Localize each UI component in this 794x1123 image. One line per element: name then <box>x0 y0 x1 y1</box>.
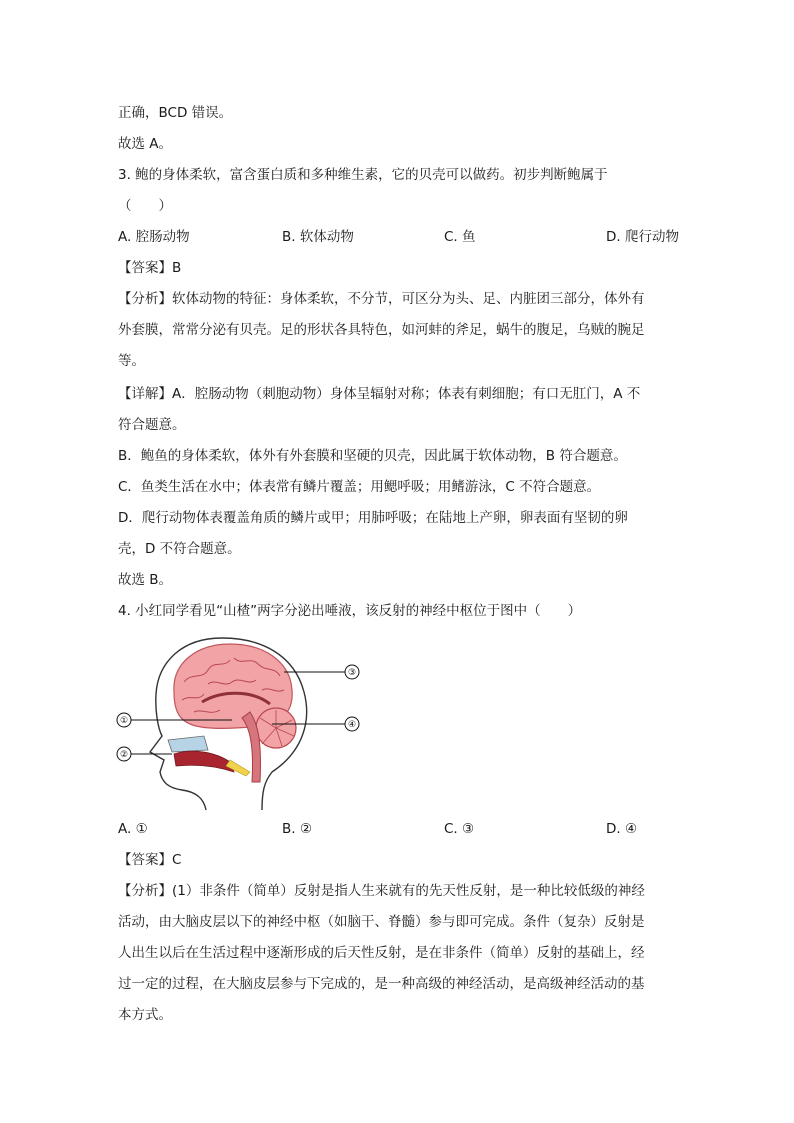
analysis-line: 人出生以后在生活过程中逐渐形成的后天性反射，是在非条件（简单）反射的基础上，经 <box>118 945 645 961</box>
answer-bracket: （ ） <box>118 198 172 214</box>
brain-diagram <box>112 632 372 812</box>
q4-answer: 【答案】C <box>118 852 182 868</box>
detail-line: D．爬行动物体表覆盖角质的鳞片或甲；用肺呼吸；在陆地上产卵，卵表面有坚韧的卵 <box>118 510 628 526</box>
label-4: ④ <box>347 720 357 730</box>
analysis-line: 外套膜，常常分泌有贝壳。足的形状各具特色，如河蚌的斧足，蜗牛的腹足，乌贼的腕足 <box>118 322 645 338</box>
q4-option-d: D. ④ <box>606 821 638 837</box>
text-line: 故选 A。 <box>118 136 173 152</box>
q3-option-a: A. 腔肠动物 <box>118 229 190 245</box>
text-line: 正确，BCD 错误。 <box>118 105 233 121</box>
analysis-line: 过一定的过程，在大脑皮层参与下完成的，是一种高级的神经活动，是高级神经活动的基 <box>118 976 645 992</box>
label-2: ② <box>119 750 129 760</box>
analysis-line: 【分析】(1）非条件（简单）反射是指人生来就有的先天性反射，是一种比较低级的神经 <box>118 883 645 899</box>
q3-option-c: C. 鱼 <box>444 229 476 245</box>
question-4: 4. 小红同学看见“山楂”两字分泌出唾液，该反射的神经中枢位于图中（ ） <box>118 603 582 619</box>
q3-option-d: D. 爬行动物 <box>606 229 679 245</box>
detail-line: 符合题意。 <box>118 417 186 433</box>
analysis-line: 本方式。 <box>118 1007 172 1023</box>
analysis-line: 活动，由大脑皮层以下的神经中枢（如脑干、脊髓）参与即可完成。条件（复杂）反射是 <box>118 914 645 930</box>
text-line: 故选 B。 <box>118 572 173 588</box>
label-3: ③ <box>347 668 357 678</box>
q3-answer: 【答案】B <box>118 260 182 276</box>
label-1: ① <box>119 716 129 726</box>
q3-option-b: B. 软体动物 <box>282 229 354 245</box>
detail-line: 【详解】A．腔肠动物（刺胞动物）身体呈辐射对称；体表有刺细胞；有口无肛门，A 不 <box>118 386 641 402</box>
analysis-line: 等。 <box>118 353 145 369</box>
q4-option-b: B. ② <box>282 821 312 837</box>
q4-option-c: C. ③ <box>444 821 475 837</box>
q4-option-a: A. ① <box>118 821 148 837</box>
detail-line: B．鲍鱼的身体柔软，体外有外套膜和坚硬的贝壳，因此属于软体动物，B 符合题意。 <box>118 448 627 464</box>
detail-line: 壳，D 不符合题意。 <box>118 541 241 557</box>
analysis-line: 【分析】软体动物的特征：身体柔软，不分节，可区分为头、足、内脏团三部分，体外有 <box>118 291 645 307</box>
question-3: 3. 鲍的身体柔软，富含蛋白质和多种维生素，它的贝壳可以做药。初步判断鲍属于 <box>118 167 608 183</box>
detail-line: C．鱼类生活在水中；体表常有鳞片覆盖；用鳃呼吸；用鳍游泳，C 不符合题意。 <box>118 479 601 495</box>
